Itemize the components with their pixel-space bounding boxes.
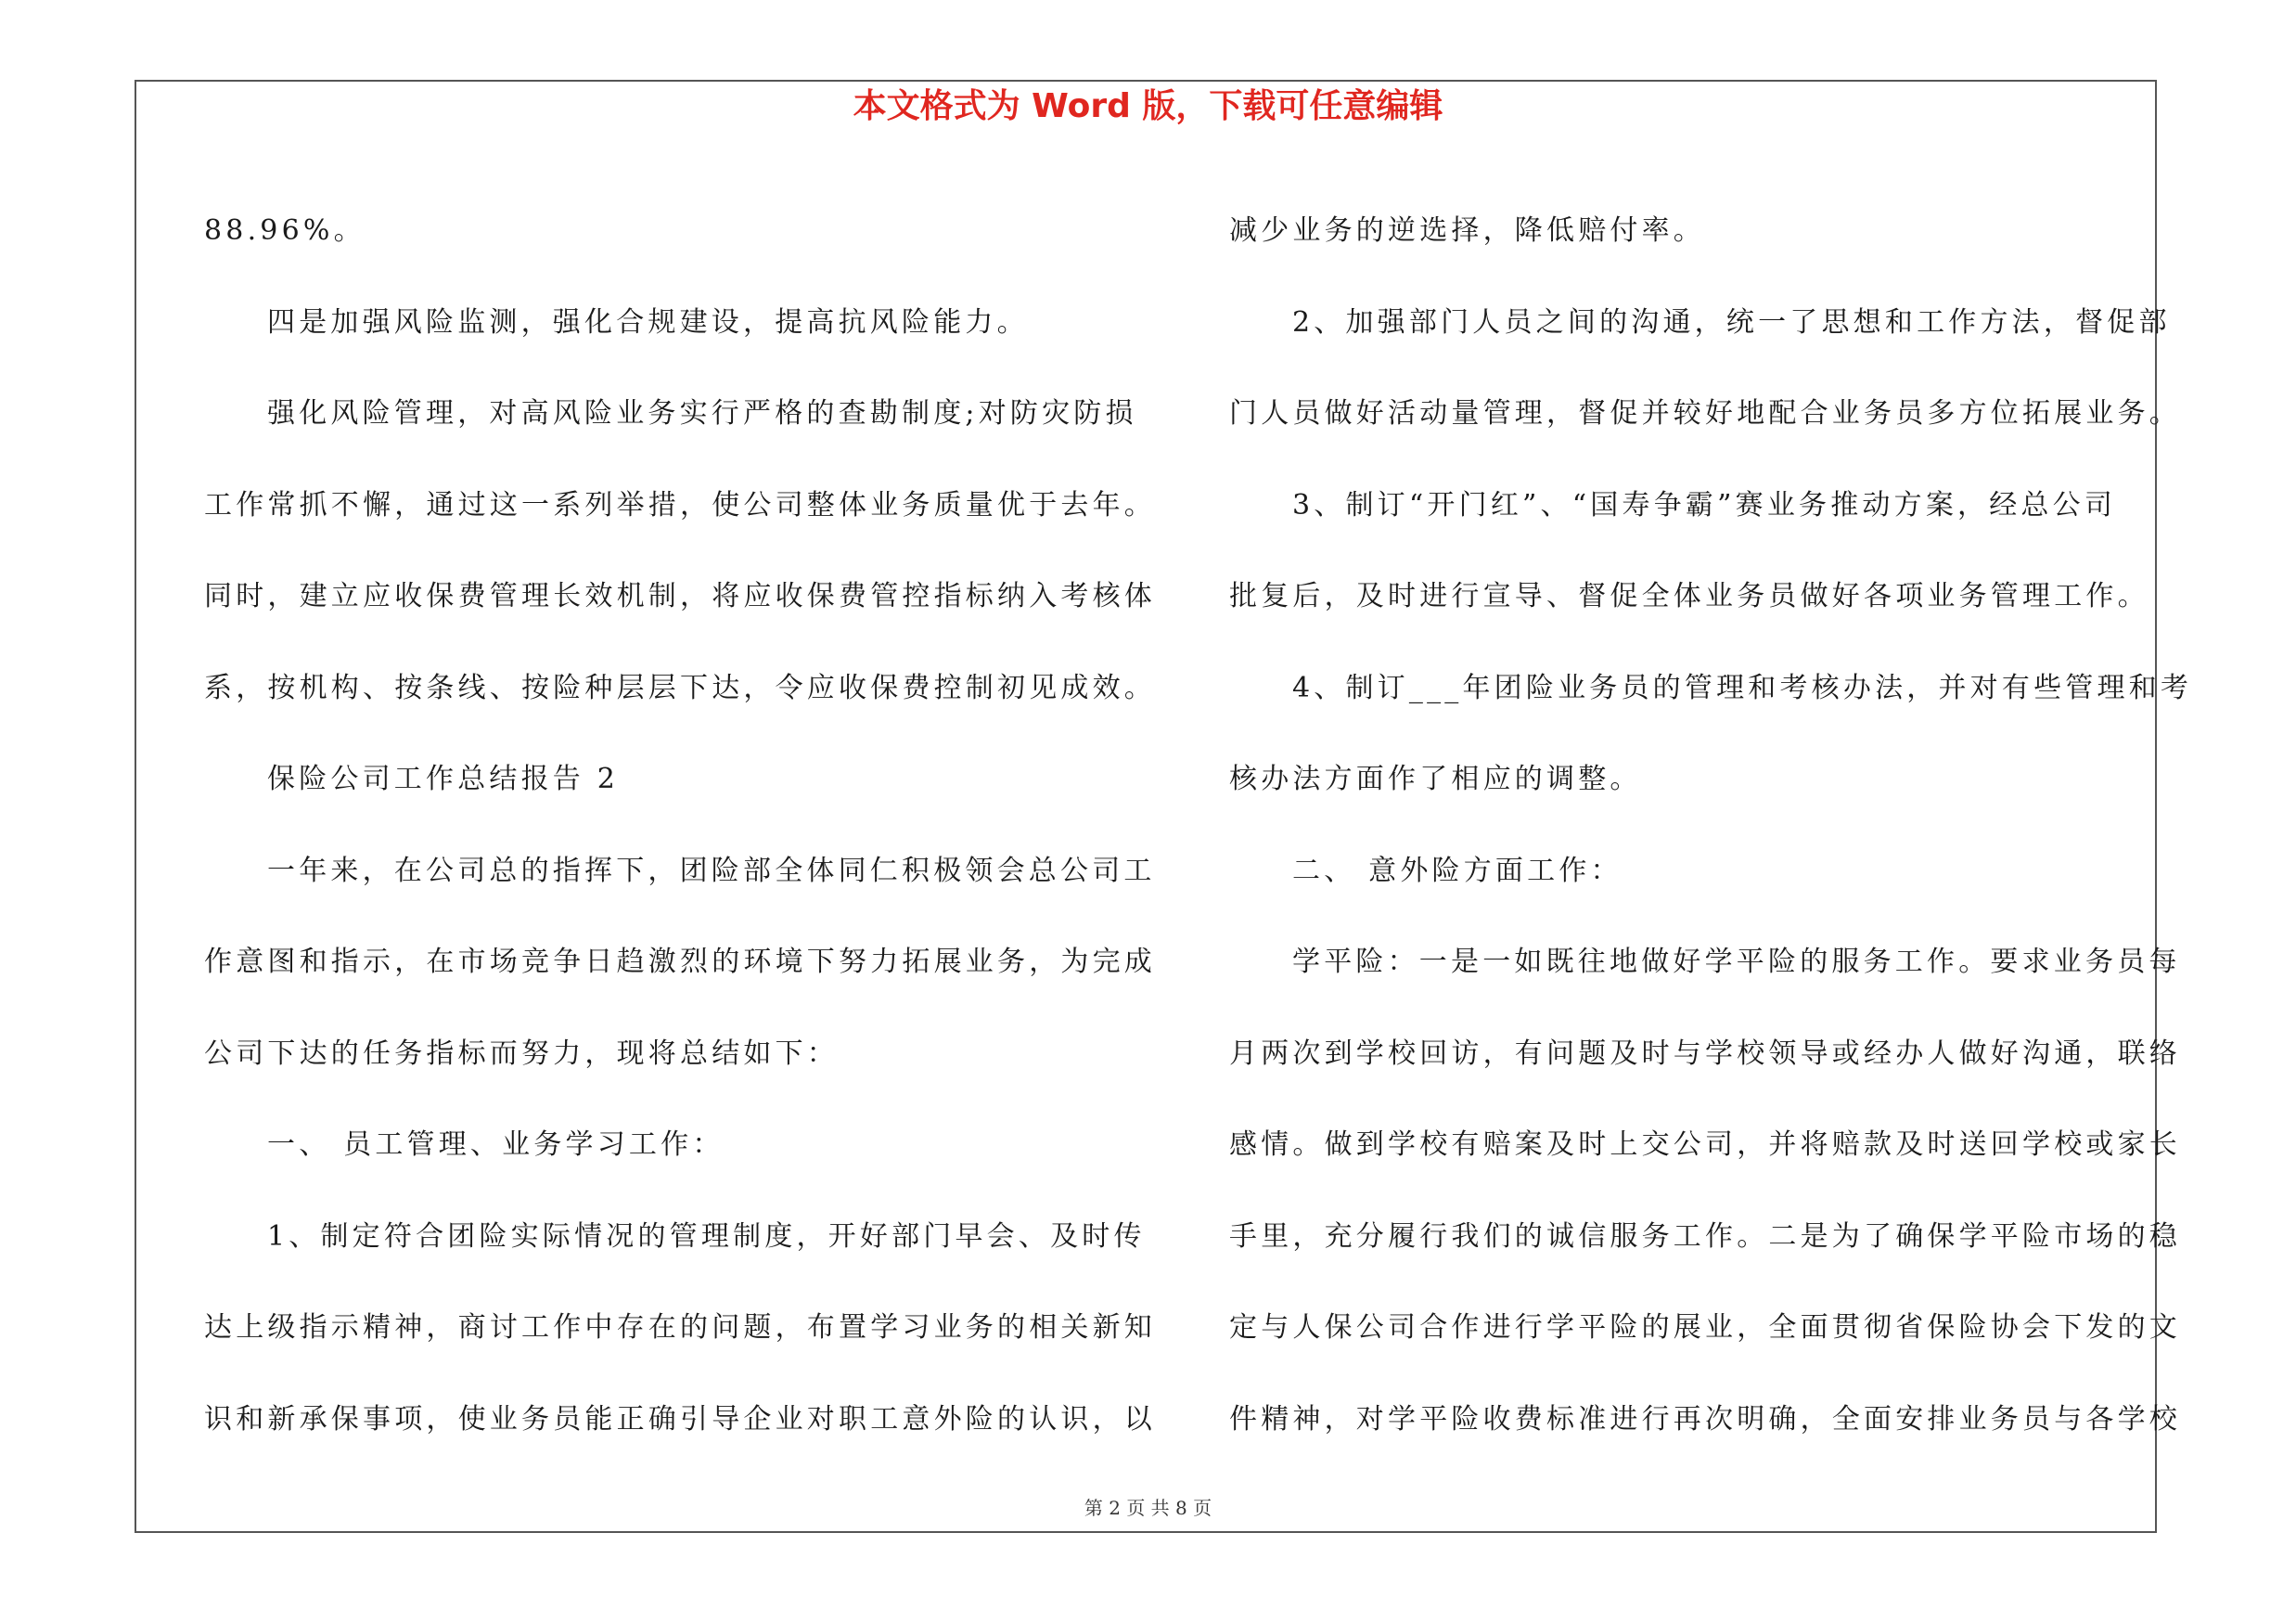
text-line: 识和新承保事项，使业务员能正确引导企业对职工意外险的认识，以	[204, 1402, 1156, 1436]
text-line: 门人员做好活动量管理，督促并较好地配合业务员多方位拓展业务。	[1229, 397, 2181, 430]
text-line: 强化风险管理，对高风险业务实行严格的查勘制度;对防灾防损	[267, 397, 1137, 430]
text-line: 件精神，对学平险收费标准进行再次明确，全面安排业务员与各学校	[1229, 1402, 2181, 1436]
text-line: 1、制定符合团险实际情况的管理制度，开好部门早会、及时传	[267, 1219, 1146, 1253]
text-line: 感情。做到学校有赔案及时上交公司，并将赔款及时送回学校或家长	[1229, 1128, 2181, 1161]
text-line: 一年来，在公司总的指挥下，团险部全体同仁积极领会总公司工	[267, 854, 1156, 887]
text-line: 核办法方面作了相应的调整。	[1229, 763, 1642, 795]
format-banner: 本文格式为 Word 版，下载可任意编辑	[853, 87, 1443, 125]
text-line: 手里，充分履行我们的诚信服务工作。二是为了确保学平险市场的稳	[1229, 1219, 2181, 1253]
text-line: 达上级指示精神，商讨工作中存在的问题，布置学习业务的相关新知	[204, 1311, 1156, 1344]
page-number-footer: 第 2 页 共 8 页	[1084, 1497, 1212, 1519]
text-line: 减少业务的逆选择，降低赔付率。	[1229, 214, 1705, 247]
text-line: 月两次到学校回访，有问题及时与学校领导或经办人做好沟通，联络	[1229, 1037, 2181, 1070]
text-line: 学平险：一是一如既往地做好学平险的服务工作。要求业务员每	[1292, 946, 2181, 978]
text-line: 88.96%。	[204, 214, 366, 247]
left-column	[204, 186, 1156, 1465]
text-line: 定与人保公司合作进行学平险的展业，全面贯彻省保险协会下发的文	[1229, 1311, 2181, 1344]
text-line: 系，按机构、按条线、按险种层层下达，令应收保费控制初见成效。	[204, 671, 1156, 704]
text-line: 4、制订___年团险业务员的管理和考核办法，并对有些管理和考	[1292, 671, 2193, 704]
text-line: 同时，建立应收保费管理长效机制，将应收保费管控指标纳入考核体	[204, 580, 1156, 612]
text-line: 批复后，及时进行宣导、督促全体业务员做好各项业务管理工作。	[1229, 580, 2149, 612]
right-column	[1229, 186, 2193, 1465]
text-line: 一、 员工管理、业务学习工作：	[267, 1128, 725, 1161]
text-line: 3、制订“开门红”、“国寿争霸”赛业务推动方案，经总公司	[1292, 488, 2117, 522]
text-line: 作意图和指示，在市场竞争日趋激烈的环境下努力拓展业务，为完成	[204, 946, 1156, 978]
text-line: 公司下达的任务指标而努力，现将总结如下：	[204, 1037, 839, 1070]
text-line: 二、 意外险方面工作：	[1292, 854, 1623, 887]
text-line: 2、加强部门人员之间的沟通，统一了思想和工作方法，督促部	[1292, 305, 2171, 339]
text-line: 工作常抓不懈，通过这一系列举措，使公司整体业务质量优于去年。	[204, 488, 1156, 522]
text-line: 保险公司工作总结报告 2	[267, 763, 620, 795]
text-line: 四是加强风险监测，强化合规建设，提高抗风险能力。	[267, 305, 1029, 339]
